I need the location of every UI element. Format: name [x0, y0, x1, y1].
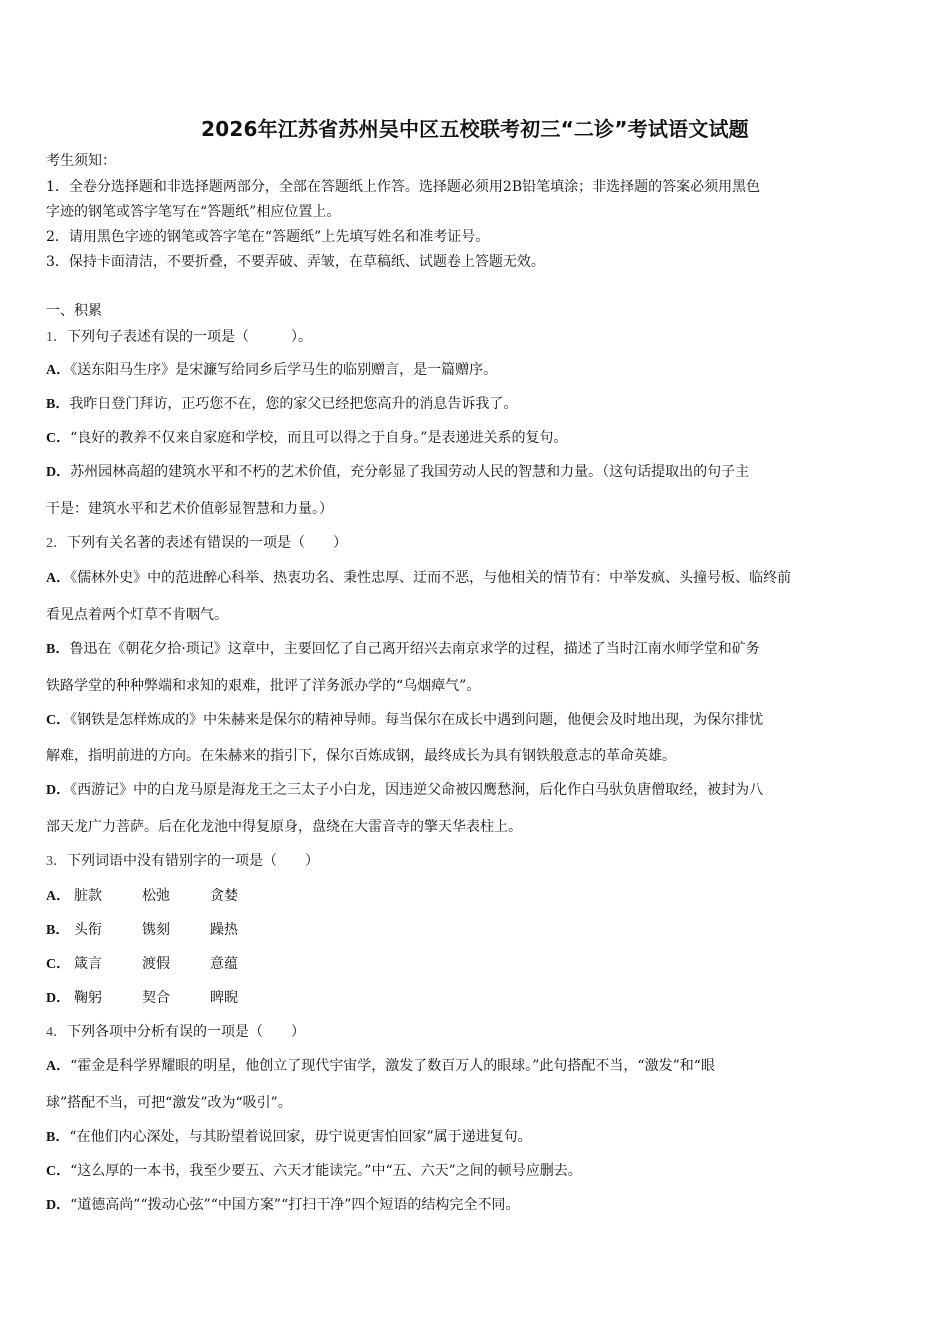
option-label: A． [46, 889, 71, 904]
option-d-cont: 干是：建筑水平和艺术价值彰显智慧和力量。） [46, 501, 333, 517]
question-stem: 下列各项中分析有误的一项是（ ） [67, 1024, 305, 1040]
word: 睥睨 [210, 990, 238, 1006]
option-a-cont: 看见点着两个灯草不肯咽气。 [46, 607, 228, 623]
notice-item: 2．请用黑色字迹的钢笔或答字笔在“答题纸”上先填写姓名和准考证号。 [46, 229, 490, 245]
page-title: 2026年江苏省苏州吴中区五校联考初三“二诊”考试语文试题 [201, 117, 749, 141]
option-c-cont: 解难，指明前进的方向。在朱赫来的指引下，保尔百炼成钢，最终成长为具有钢铁般意志的革命英雄。 [46, 748, 676, 764]
option-text: 我昨日登门拜访，正巧您不在，您的家父已经把您高升的消息告诉我了。 [69, 396, 518, 412]
option-text: “这么厚的一本书，我至少要五、六天才能读完。”中“五、六天”之间的顿号应删去。 [70, 1163, 582, 1179]
option-d [46, 462, 908, 483]
word: 渡假 [142, 956, 170, 972]
notice-heading: 考生须知： [46, 153, 116, 169]
option-label: B． [46, 923, 70, 938]
word: 松弛 [142, 888, 170, 904]
option-d [46, 780, 908, 801]
question-4 [46, 1022, 908, 1043]
option-text: “在他们内心深处，与其盼望着说回家，毋宁说更害怕回家”属于递进复句。 [69, 1129, 532, 1145]
notice-item: 字迹的钢笔或答字笔写在“答题纸”相应位置上。 [46, 204, 341, 220]
option-text: 《送东阳马生序》是宋濂写给同乡后学马生的临别赠言，是一篇赠序。 [70, 362, 498, 378]
option-a [46, 886, 908, 907]
option-label: C． [46, 957, 71, 972]
option-label: A． [46, 571, 71, 586]
notice-item: 1．全卷分选择题和非选择题两部分，全部在答题纸上作答。选择题必须用2B铅笔填涂；非选择题的答案必须用黑色 [46, 179, 761, 195]
option-c [46, 954, 908, 975]
option-label: B． [46, 1130, 70, 1145]
option-label: C． [46, 431, 71, 446]
option-c [46, 428, 908, 449]
question-3 [46, 851, 908, 872]
word: 契合 [142, 990, 170, 1006]
question-number: 1． [46, 330, 67, 345]
option-label: C． [46, 1164, 71, 1179]
question-number: 2． [46, 536, 67, 551]
question-stem: 下列句子表述有误的一项是（ ）。 [67, 329, 312, 345]
option-text: 苏州园林高超的建筑水平和不朽的艺术价值，充分彰显了我国劳动人民的智慧和力量。（这句话提取出的句子主 [70, 464, 750, 480]
option-d-cont: 部天龙广力菩萨。后在化龙池中得复原身，盘绕在大雷音寺的擎天华表柱上。 [46, 819, 522, 835]
option-label: D． [46, 465, 71, 480]
option-d [46, 1195, 908, 1216]
question-stem: 下列词语中没有错别字的一项是（ ） [67, 853, 319, 869]
word: 贪婪 [210, 888, 238, 904]
option-text: 《儒林外史》中的范进醉心科举、热衷功名、秉性忠厚、迂而不恶，与他相关的情节有：中举发疯、头撞号板、临终前 [70, 570, 792, 586]
option-label: A． [46, 363, 71, 378]
option-label: B． [46, 397, 70, 412]
option-d [46, 988, 908, 1009]
option-text: 《钢铁是怎样炼成的》中朱赫来是保尔的精神导师。每当保尔在成长中遇到问题，他便会及时地出现，为保尔排忧 [70, 712, 764, 728]
question-number: 4． [46, 1025, 67, 1040]
option-label: D． [46, 783, 71, 798]
option-text: 鲁迅在《朝花夕拾·琐记》这章中，主要回忆了自己离开绍兴去南京求学的过程，描述了当时江南水师学堂和矿务 [69, 641, 760, 657]
option-c [46, 1161, 908, 1182]
option-label: B． [46, 642, 70, 657]
question-stem: 下列有关名著的表述有错误的一项是（ ） [67, 535, 347, 551]
option-b [46, 394, 908, 415]
option-text: “良好的教养不仅来自家庭和学校，而且可以得之于自身。”是表递进关系的复句。 [70, 430, 568, 446]
word: 镌刻 [142, 922, 170, 938]
word: 头衔 [74, 922, 102, 938]
option-c [46, 710, 908, 731]
option-a [46, 1056, 908, 1077]
word: 鞠躬 [74, 990, 102, 1006]
option-text: “道德高尚”“拨动心弦”“中国方案”“打扫干净”四个短语的结构完全不同。 [70, 1197, 520, 1213]
word: 意蕴 [210, 956, 238, 972]
option-label: A． [46, 1059, 71, 1074]
option-b-cont: 铁路学堂的种种弊端和求知的艰难，批评了洋务派办学的“乌烟瘴气”。 [46, 678, 481, 694]
option-text: 《西游记》中的白龙马原是海龙王之三太子小白龙，因违逆父命被囚鹰愁涧，后化作白马驮负唐僧取经，被封为八 [70, 782, 764, 798]
question-2 [46, 533, 908, 554]
option-b [46, 639, 908, 660]
option-b [46, 920, 908, 941]
option-text: “霍金是科学界耀眼的明星，他创立了现代宇宙学，激发了数百万人的眼球。”此句搭配不当，“激发”和“眼 [70, 1058, 715, 1074]
option-label: D． [46, 1198, 71, 1213]
option-label: D． [46, 991, 71, 1006]
question-number: 3． [46, 854, 67, 869]
section-heading: 一、积累 [46, 303, 102, 319]
option-a [46, 568, 908, 589]
word: 躁热 [210, 922, 238, 938]
option-a-cont: 球”搭配不当，可把“激发”改为“吸引”。 [46, 1095, 292, 1111]
word: 脏款 [74, 888, 102, 904]
option-label: C． [46, 713, 71, 728]
option-a [46, 360, 908, 381]
question-1 [46, 327, 908, 348]
word: 箴言 [74, 956, 102, 972]
notice-item: 3．保持卡面清洁，不要折叠，不要弄破、弄皱，在草稿纸、试题卷上答题无效。 [46, 254, 545, 270]
option-b [46, 1127, 908, 1148]
